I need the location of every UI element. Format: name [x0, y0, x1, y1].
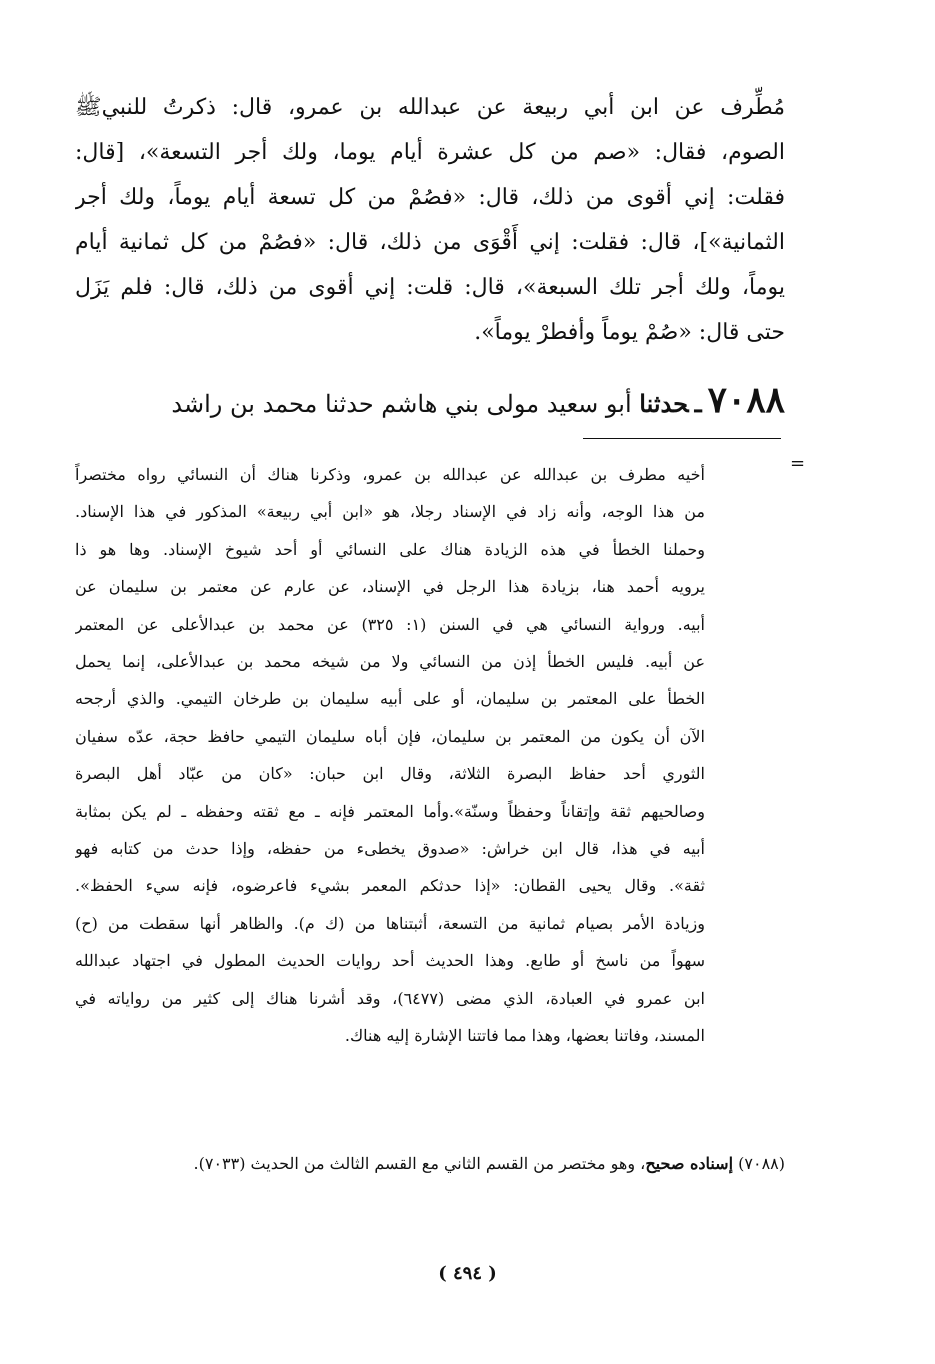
footnote-line: عن أبيه. فليس الخطأ إذن من النسائي ولا من شيخه محمد بن عبدالأعلى، إنما يحمل	[75, 652, 705, 672]
text-line: الصوم، فقال: «صم من كل عشرة أيام يوما، ولك أجر التسعة»، [قال:	[75, 140, 785, 165]
hadith-header	[75, 372, 785, 428]
footnote-line: الثوري أحد حفاظ البصرة الثلاثة، وقال ابن حبان: «كان من عبّاد أهل البصرة	[75, 764, 705, 784]
hadith-dash: ـ	[694, 389, 702, 418]
footnote-line: ابن عمرو في العبادة، الذي مضى (٦٤٧٧)، وقد أشرنا هناك إلى كثير من رواياته في	[75, 988, 705, 1008]
continuation-mark: =	[790, 453, 806, 474]
footnote-line: يرويه أحمد هنا، بزيادة هذا الرجل في الإسناد، عن عارم عن معتمر بن سليمان عن	[75, 577, 705, 597]
footnote-line: أبيه. ورواية النسائي هي في السنن (١: ٣٢٥) عن محمد بن عبدالأعلى عن المعتمر	[75, 614, 705, 634]
footnote-line: الآن أن يكون من المعتمر بن سليمان، فإن أباه سليمان التيمي حافظ حجة، عدّه سفيان	[75, 726, 705, 746]
text-line: الثمانية»]، قال: فقلت: إني أَقْوَى من ذلك، قال: «فصُمْ من كل ثمانية أيام	[75, 230, 785, 255]
text-line: مُطِّرف عن ابن أبي ربيعة عن عبدالله بن عمرو، قال: ذكرتُ للنبيﷺ	[75, 95, 785, 120]
footnote-number: (٧٠٨٨)	[738, 1154, 785, 1173]
footnotes-block	[75, 456, 705, 1055]
hadith-header-text: أبو سعيد مولى بني هاشم حدثنا محمد بن راشد	[171, 390, 632, 418]
footnote-line: المسند، وفاتنا بعضها، وهذا مما فاتتنا الإشارة إليه هناك.	[344, 1026, 705, 1046]
footnote-verdict: إسناده صحيح	[645, 1154, 734, 1173]
text-line: حتى قال: «صُمْ يوماً وأفطرْ يوماً».	[474, 320, 785, 345]
footnote-text: ، وهو مختصر من القسم الثاني مع القسم الثالث من الحديث (٧٠٣٣).	[193, 1154, 646, 1173]
hadith-text-block	[75, 85, 785, 355]
text-line: يوماً، ولك أجر تلك السبعة»، قال: قلت: إني أقوى من ذلك، قال: فلم يَزَل	[75, 275, 785, 300]
footnote-line: من هذا الوجه، وأنه زاد في الإسناد رجلا، هو «ابن أبي ربيعة» المذكور في هذا الإسناد.	[75, 502, 705, 522]
footnote-line: أخيه مطرف بن عبدالله عن عبدالله بن عمرو، وذكرنا هناك أن النسائي رواه مختصراً	[75, 465, 705, 484]
footnote-line: وحملنا الخطأ في هذه الزيادة هناك على النسائي أو أحد شيوخ الإسناد. وها هو ذا	[75, 539, 705, 559]
hadith-lead-word: حدثنا	[639, 389, 689, 418]
hadith-number: ٧٠٨٨	[707, 379, 785, 421]
footnote-line: ثقة». وقال يحيى القطان: «إذا حدثكم المعمر بشيء فاعرضوه، فإنه سيء الحفظ».	[75, 876, 705, 896]
text-line: فقلت: إني أقوى من ذلك، قال: «فصُمْ من كل تسعة أيام يوماً، ولك أجر	[75, 185, 785, 210]
footnote-line: الخطأ على المعتمر بن سليمان، أو على أبيه سليمان بن طرخان التيمي. والذي أرجحه	[75, 689, 705, 709]
footnote-line: وزيادة الأمر بصيام ثمانية من التسعة، أثبتناها من (ك م). والظاهر أنها سقطت من (ح)	[75, 913, 705, 933]
footnote-separator	[583, 438, 781, 439]
footnote-line: وصالحيهم ثقة وإتقاناً وحفظاً وسنّة».وأما المعتمر فإنه ـ مع ثقته وحفظه ـ لم يكن بمثابة	[75, 801, 705, 821]
page-number: ( ٤٩٤ )	[438, 1263, 497, 1284]
footnote-line: أبيه في هذا، قال ابن خراش: «صدوق يخطىء من حفظه، وإذا حدث من كتابه فهو	[75, 839, 705, 859]
footnote-7088	[75, 1146, 785, 1182]
footnote-line: سهواً من ناسخ أو طابع. وهذا الحديث أحد روايات الحديث المطول في اجتهاد عبدالله	[75, 951, 705, 971]
